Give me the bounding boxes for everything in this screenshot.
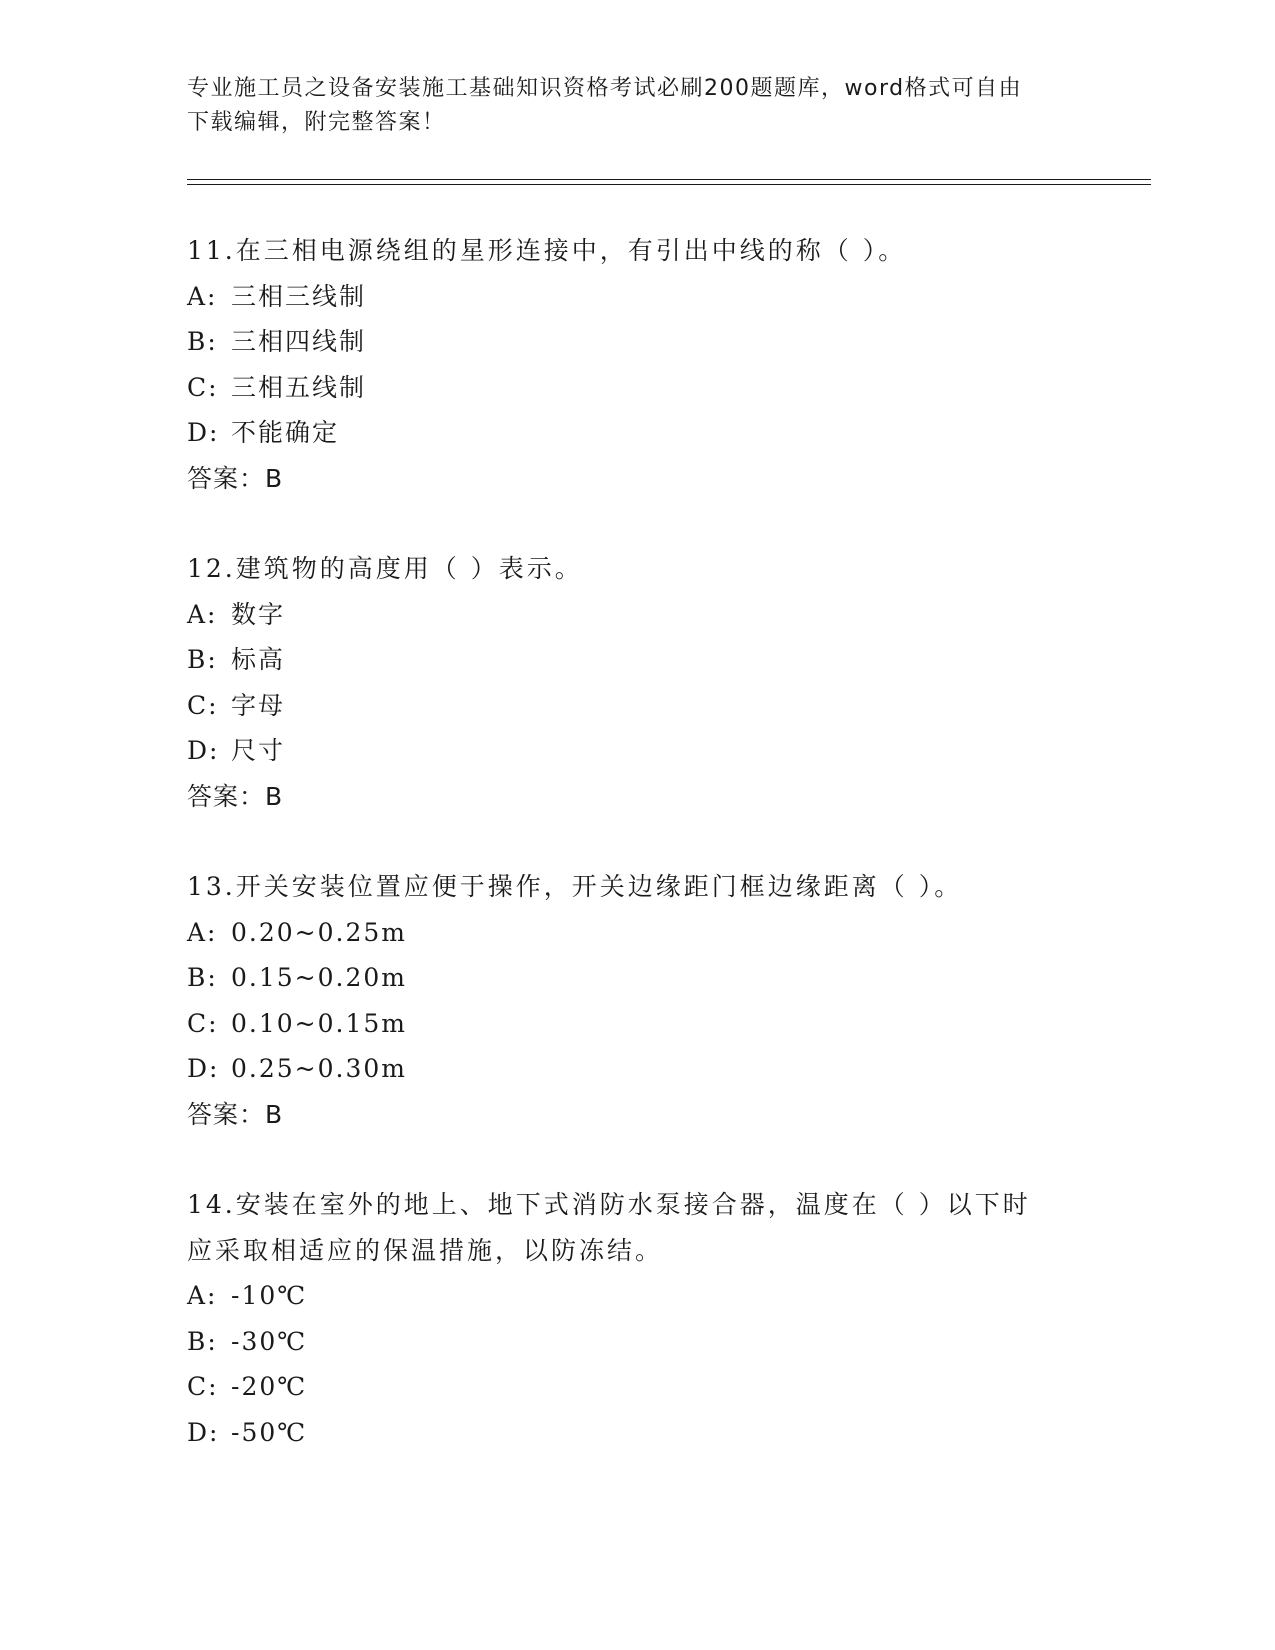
- option-key: B:: [187, 963, 218, 992]
- option-key: A:: [187, 281, 218, 311]
- question-stem: 12.建筑物的高度用（ ）表示。: [187, 554, 583, 583]
- option-key: C:: [187, 1008, 219, 1038]
- option-key: A:: [187, 917, 218, 947]
- option-c: [187, 683, 1087, 729]
- answer-line: 答案：B: [187, 463, 284, 493]
- option-d: [187, 1046, 1087, 1092]
- option-text: 三相三线制: [231, 281, 367, 311]
- option-text: 0.15~0.20m: [231, 963, 407, 992]
- option-text: 0.20~0.25m: [231, 917, 407, 947]
- option-text: 标高: [231, 645, 286, 674]
- question-stem: 11.在三相电源绕组的星形连接中，有引出中线的称（ ）。: [187, 236, 907, 265]
- header-rule-bottom: [187, 184, 1151, 185]
- option-c: [187, 1001, 1087, 1047]
- option-key: B:: [187, 1326, 218, 1356]
- option-key: C:: [187, 690, 219, 720]
- option-c: [187, 365, 1087, 411]
- option-text: -10℃: [231, 1281, 308, 1310]
- header-line-2: 下载编辑，附完整答案！: [187, 110, 446, 135]
- option-c: [187, 1364, 1057, 1410]
- document-header: [187, 72, 1067, 140]
- answer-line: 答案：B: [187, 781, 284, 811]
- option-text: -30℃: [231, 1326, 308, 1356]
- option-text: 三相五线制: [231, 372, 367, 402]
- option-a: [187, 910, 1087, 956]
- option-d: [187, 728, 1087, 774]
- header-line-1: 专业施工员之设备安装施工基础知识资格考试必刷200题题库，word格式可自由: [187, 76, 1023, 101]
- question-stem: 14.安装在室外的地上、地下式消防水泵接合器，温度在（ ）以下时应采取相适应的保温措施，以防冻结。: [187, 1190, 1031, 1265]
- option-b: [187, 1319, 1057, 1365]
- option-b: [187, 319, 1087, 365]
- option-a: [187, 274, 1087, 320]
- option-key: D:: [187, 1417, 220, 1447]
- option-text: 0.10~0.15m: [231, 1008, 407, 1038]
- question-14: [187, 1182, 1057, 1455]
- option-key: D:: [187, 418, 220, 447]
- answer-line: 答案：B: [187, 1099, 284, 1129]
- question-12: [187, 546, 1087, 819]
- option-key: C:: [187, 1372, 219, 1401]
- option-a: [187, 592, 1087, 638]
- option-key: A:: [187, 1281, 218, 1310]
- option-text: 0.25~0.30m: [231, 1054, 407, 1083]
- option-key: C:: [187, 372, 219, 402]
- option-d: [187, 1410, 1057, 1456]
- option-b: [187, 637, 1087, 683]
- option-d: [187, 410, 1087, 456]
- option-text: 不能确定: [231, 418, 340, 447]
- option-key: D:: [187, 736, 220, 765]
- option-text: -20℃: [231, 1372, 308, 1401]
- option-key: D:: [187, 1054, 220, 1083]
- header-rule-top: [187, 179, 1151, 180]
- question-13: [187, 864, 1087, 1137]
- option-a: [187, 1273, 1057, 1319]
- option-key: B:: [187, 327, 218, 356]
- option-text: 尺寸: [231, 736, 286, 765]
- question-stem: 13.开关安装位置应便于操作，开关边缘距门框边缘距离（ ）。: [187, 872, 963, 901]
- option-text: 字母: [231, 690, 286, 720]
- option-text: 三相四线制: [231, 327, 367, 356]
- option-key: B:: [187, 645, 218, 674]
- option-key: A:: [187, 599, 218, 629]
- option-text: -50℃: [231, 1417, 308, 1447]
- option-b: [187, 955, 1087, 1001]
- question-11: [187, 228, 1087, 501]
- option-text: 数字: [231, 599, 286, 629]
